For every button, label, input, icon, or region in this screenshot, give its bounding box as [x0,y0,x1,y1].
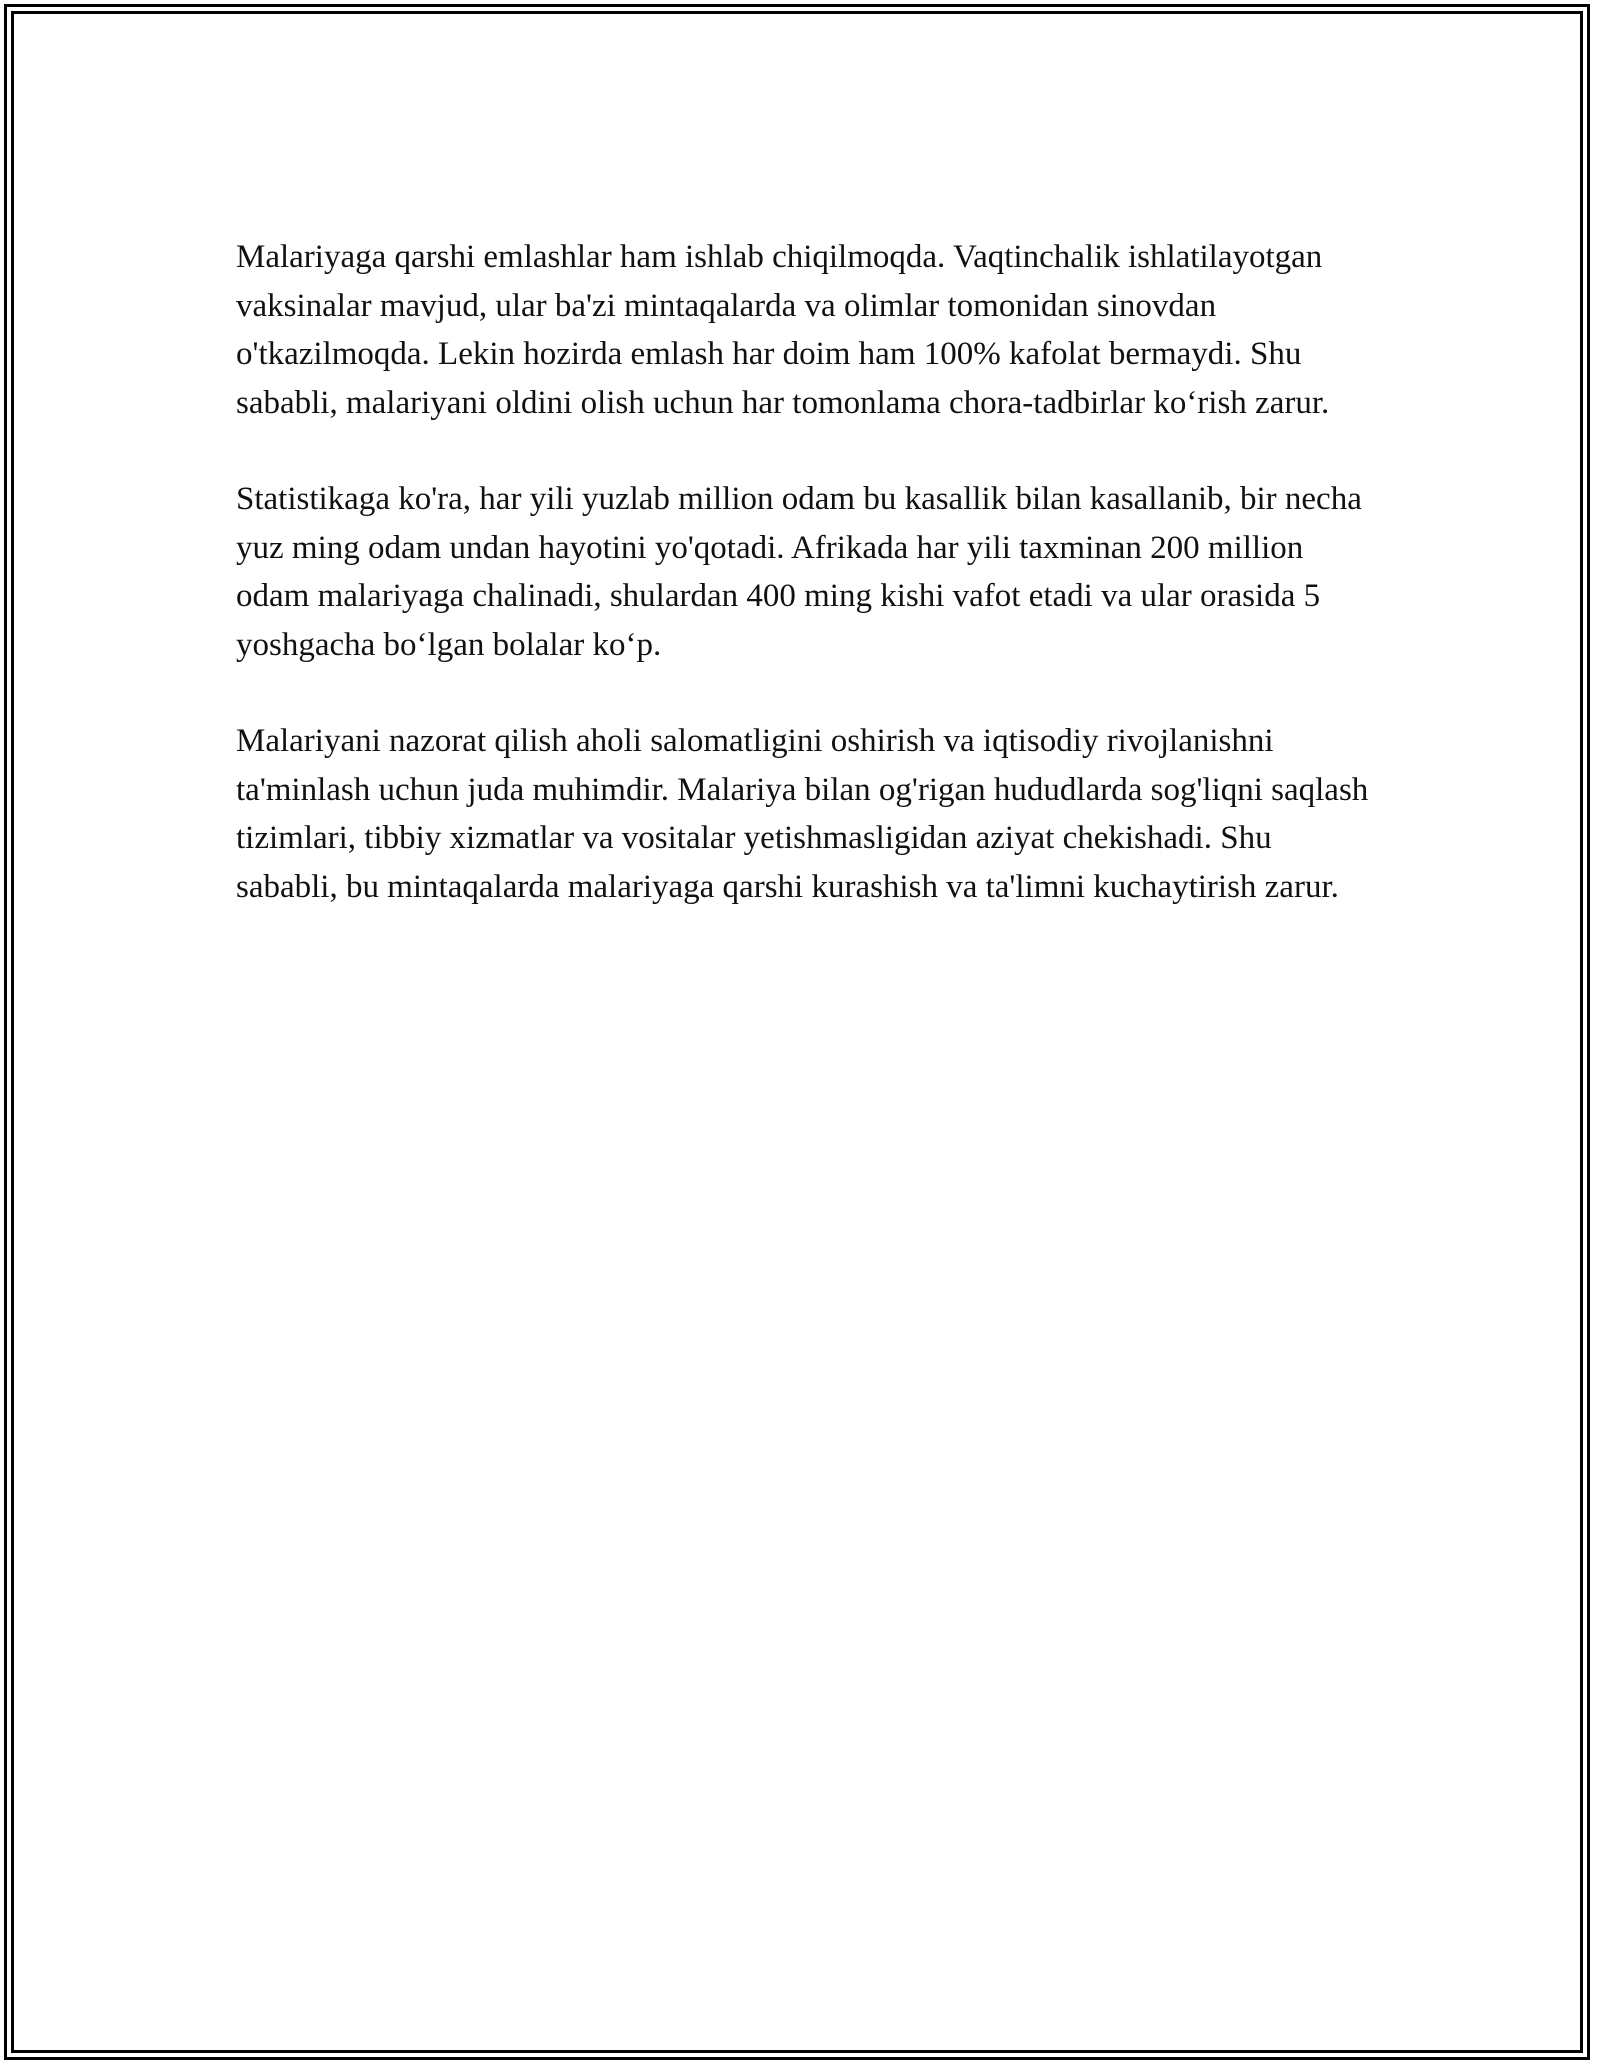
paragraph-control: Malariyani nazorat qilish aholi salomatligini oshirish va iqtisodiy rivojlanishni ta'minlash uchun juda muhimdir. Malariya bilan og'rigan hududlarda sog'liqni saqlash tizimlari, tibbiy xizmatlar va vositalar yetishmasligidan aziyat chekishadi. Shu sababli, bu mintaqalarda malariyaga qarshi kurashish va ta'limni kuchaytirish zarur. [236,723,1369,905]
paragraph-statistics: Statistikaga ko'ra, har yili yuzlab million odam bu kasallik bilan kasallanib, bir necha yuz ming odam undan hayotini yo'qotadi. Afrikada har yili taxminan 200 million odam malariyaga chalinadi, shulardan 400 ming kishi vafot etadi va ular orasida 5 yoshgacha bo‘lgan bolalar ko‘p. [236,481,1362,663]
document-body [236,233,1376,959]
paragraph-vaccines: Malariyaga qarshi emlashlar ham ishlab chiqilmoqda. Vaqtinchalik ishlatilayotgan vaksinalar mavjud, ular ba'zi mintaqalarda va olimlar tomonidan sinovdan o'tkazilmoqda. Lekin hozirda emlash har doim ham 100% kafolat bermaydi. Shu sababli, malariyani oldini olish uchun har tomonlama chora-tadbirlar ko‘rish zarur. [236,239,1330,421]
